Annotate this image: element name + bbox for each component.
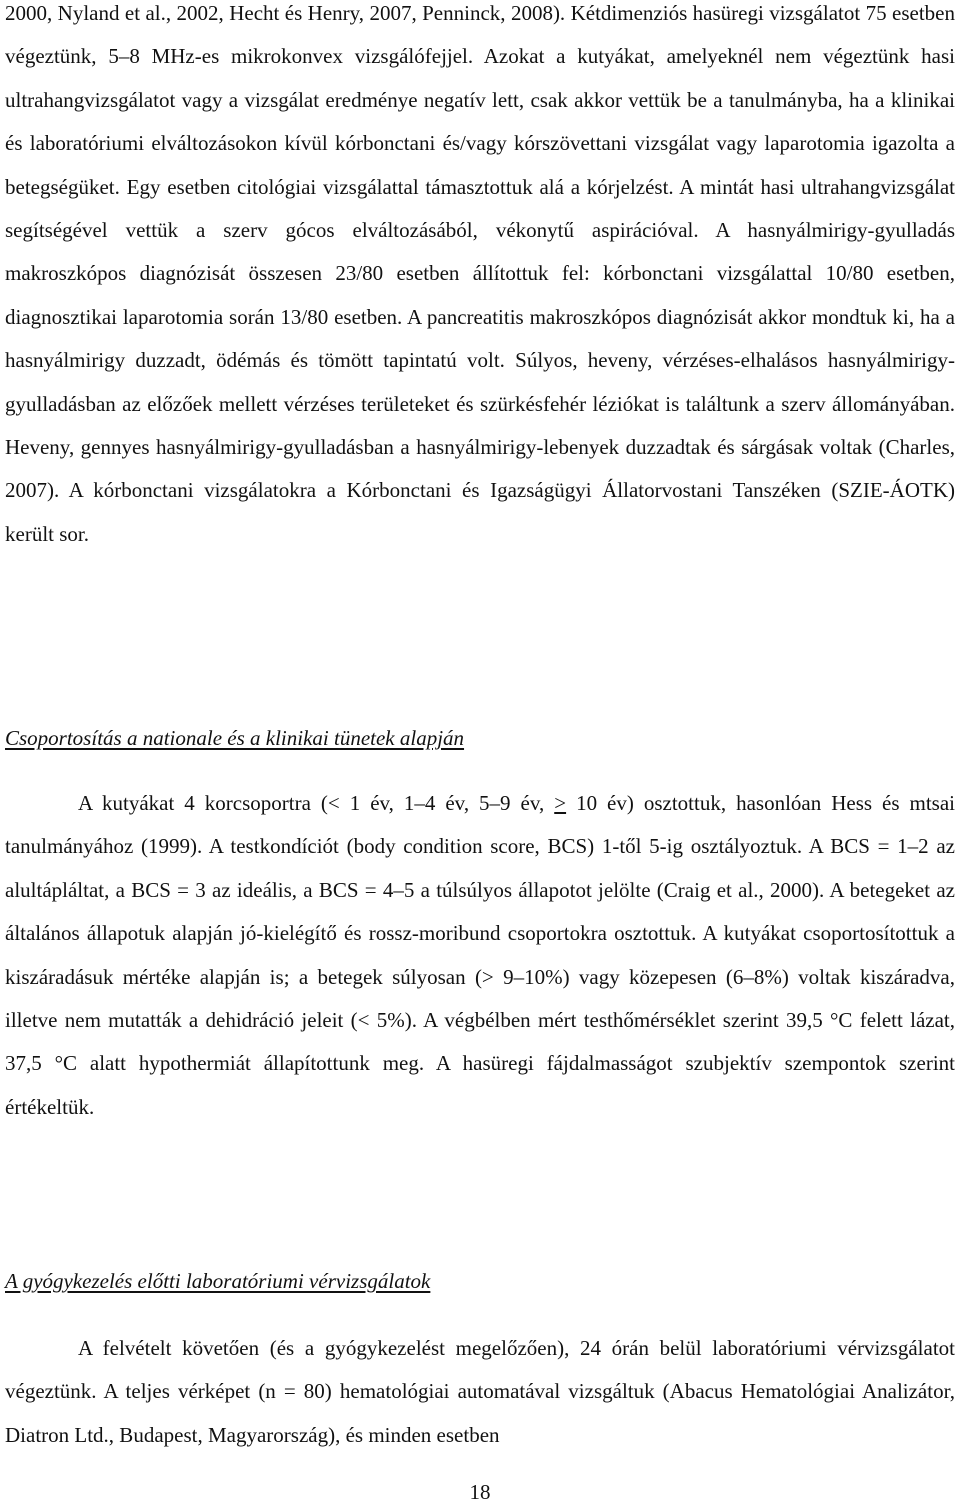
geq-symbol: > [554,791,567,815]
paragraph-2-start: A kutyákat 4 korcsoportra (< 1 év, 1–4 év, 5–9 év, [78,791,555,815]
body-paragraph-3: A felvételt követően (és a gyógykezelést megelőzően), 24 órán belül laboratóriumi vérvizsgálatot végeztünk. A teljes vérképet (n = 80) hematológiai automatával vizsgáltuk (Abacus Hematológiai Analizátor, Diatron Ltd., Budapest, Magyarország), és minden esetben [5,1336,955,1447]
body-paragraph-1: 2000, Nyland et al., 2002, Hecht és Henry, 2007, Penninck, 2008). Kétdimenziós hasüregi vizsgálatot 75 esetben végeztünk, 5–8 MHz-es mikrokonvex vizsgálófejjel. Azokat a kutyákat, amelyeknél nem végeztünk hasi ultrahangvizsgálatot vagy a vizsgálat eredménye negatív lett, csak akkor vettük be a tanulmányba, ha a klinikai és laboratóriumi elváltozásokon kívül kórbonctani és/vagy kórszövettani vizsgálat vagy laparotomia igazolta a betegségüket. Egy esetben citológiai vizsgálattal támasztottuk alá a kórjelzést. A mintát hasi ultrahangvizsgálat segítségével vettük a szerv gócos elváltozásából, vékonytű aspirációval. A hasnyálmirigy-gyulladás makroszkópos diagnózisát összesen 23/80 esetben állítottuk fel: kórbonctani vizsgálattal 10/80 esetben, diagnosztikai laparotomia során 13/80 esetben. A pancreatitis makroszkópos diagnózisát akkor mondtuk ki, ha a hasnyálmirigy duzzadt, ödémás és tömött tapintatú volt. Súlyos, heveny, vérzéses-elhalásos hasnyálmirigy-gyulladásban az előzőek mellett vérzéses területeket és szürkésfehér léziókat is találtunk a szerv állományában. Heveny, gennyes hasnyálmirigy-gyulladásban a hasnyálmirigy-lebenyek duzzadtak és sárgásak voltak (Charles, 2007). A kórbonctani vizsgálatokra a Kórbonctani és Igazságügyi Állatorvostani Tanszéken (SZIE-ÁOTK) került sor. [5,1,955,546]
paragraph-2-rest: 10 év) osztottuk, hasonlóan Hess és mtsai tanulmányához (1999). A testkondíciót (body condition score, BCS) 1-től 5-ig osztályoztuk. A BCS = 1–2 az alultápláltat, a BCS = 3 az ideális, a BCS = 4–5 a túlsúlyos állapotot jelölte (Craig et al., 2000). A betegeket az általános állapotuk alapján jó-kielégítő és rossz-moribund csoportokra osztottuk. A kutyákat csoportosítottuk a kiszáradásuk mértéke alapján is; a betegek súlyosan (> 9–10%) vagy közepesen (6–8%) voltak kiszáradva, illetve nem mutatták a dehidráció jeleit (< 5%). A végbélben mért testhőmérséklet szerint 39,5 °C felett lázat, 37,5 °C alatt hypothermiát állapítottunk meg. A hasüregi fájdalmasságot szubjektív szempontok szerint értékeltük. [5,791,955,1119]
section-heading-lab-tests: A gyógykezelés előtti laboratóriumi vérvizsgálatok [5,1269,431,1293]
body-paragraph-2 [5,782,955,1129]
section-heading-grouping: Csoportosítás a nationale és a klinikai tünetek alapján [5,726,465,750]
page-number: 18 [469,1480,491,1504]
